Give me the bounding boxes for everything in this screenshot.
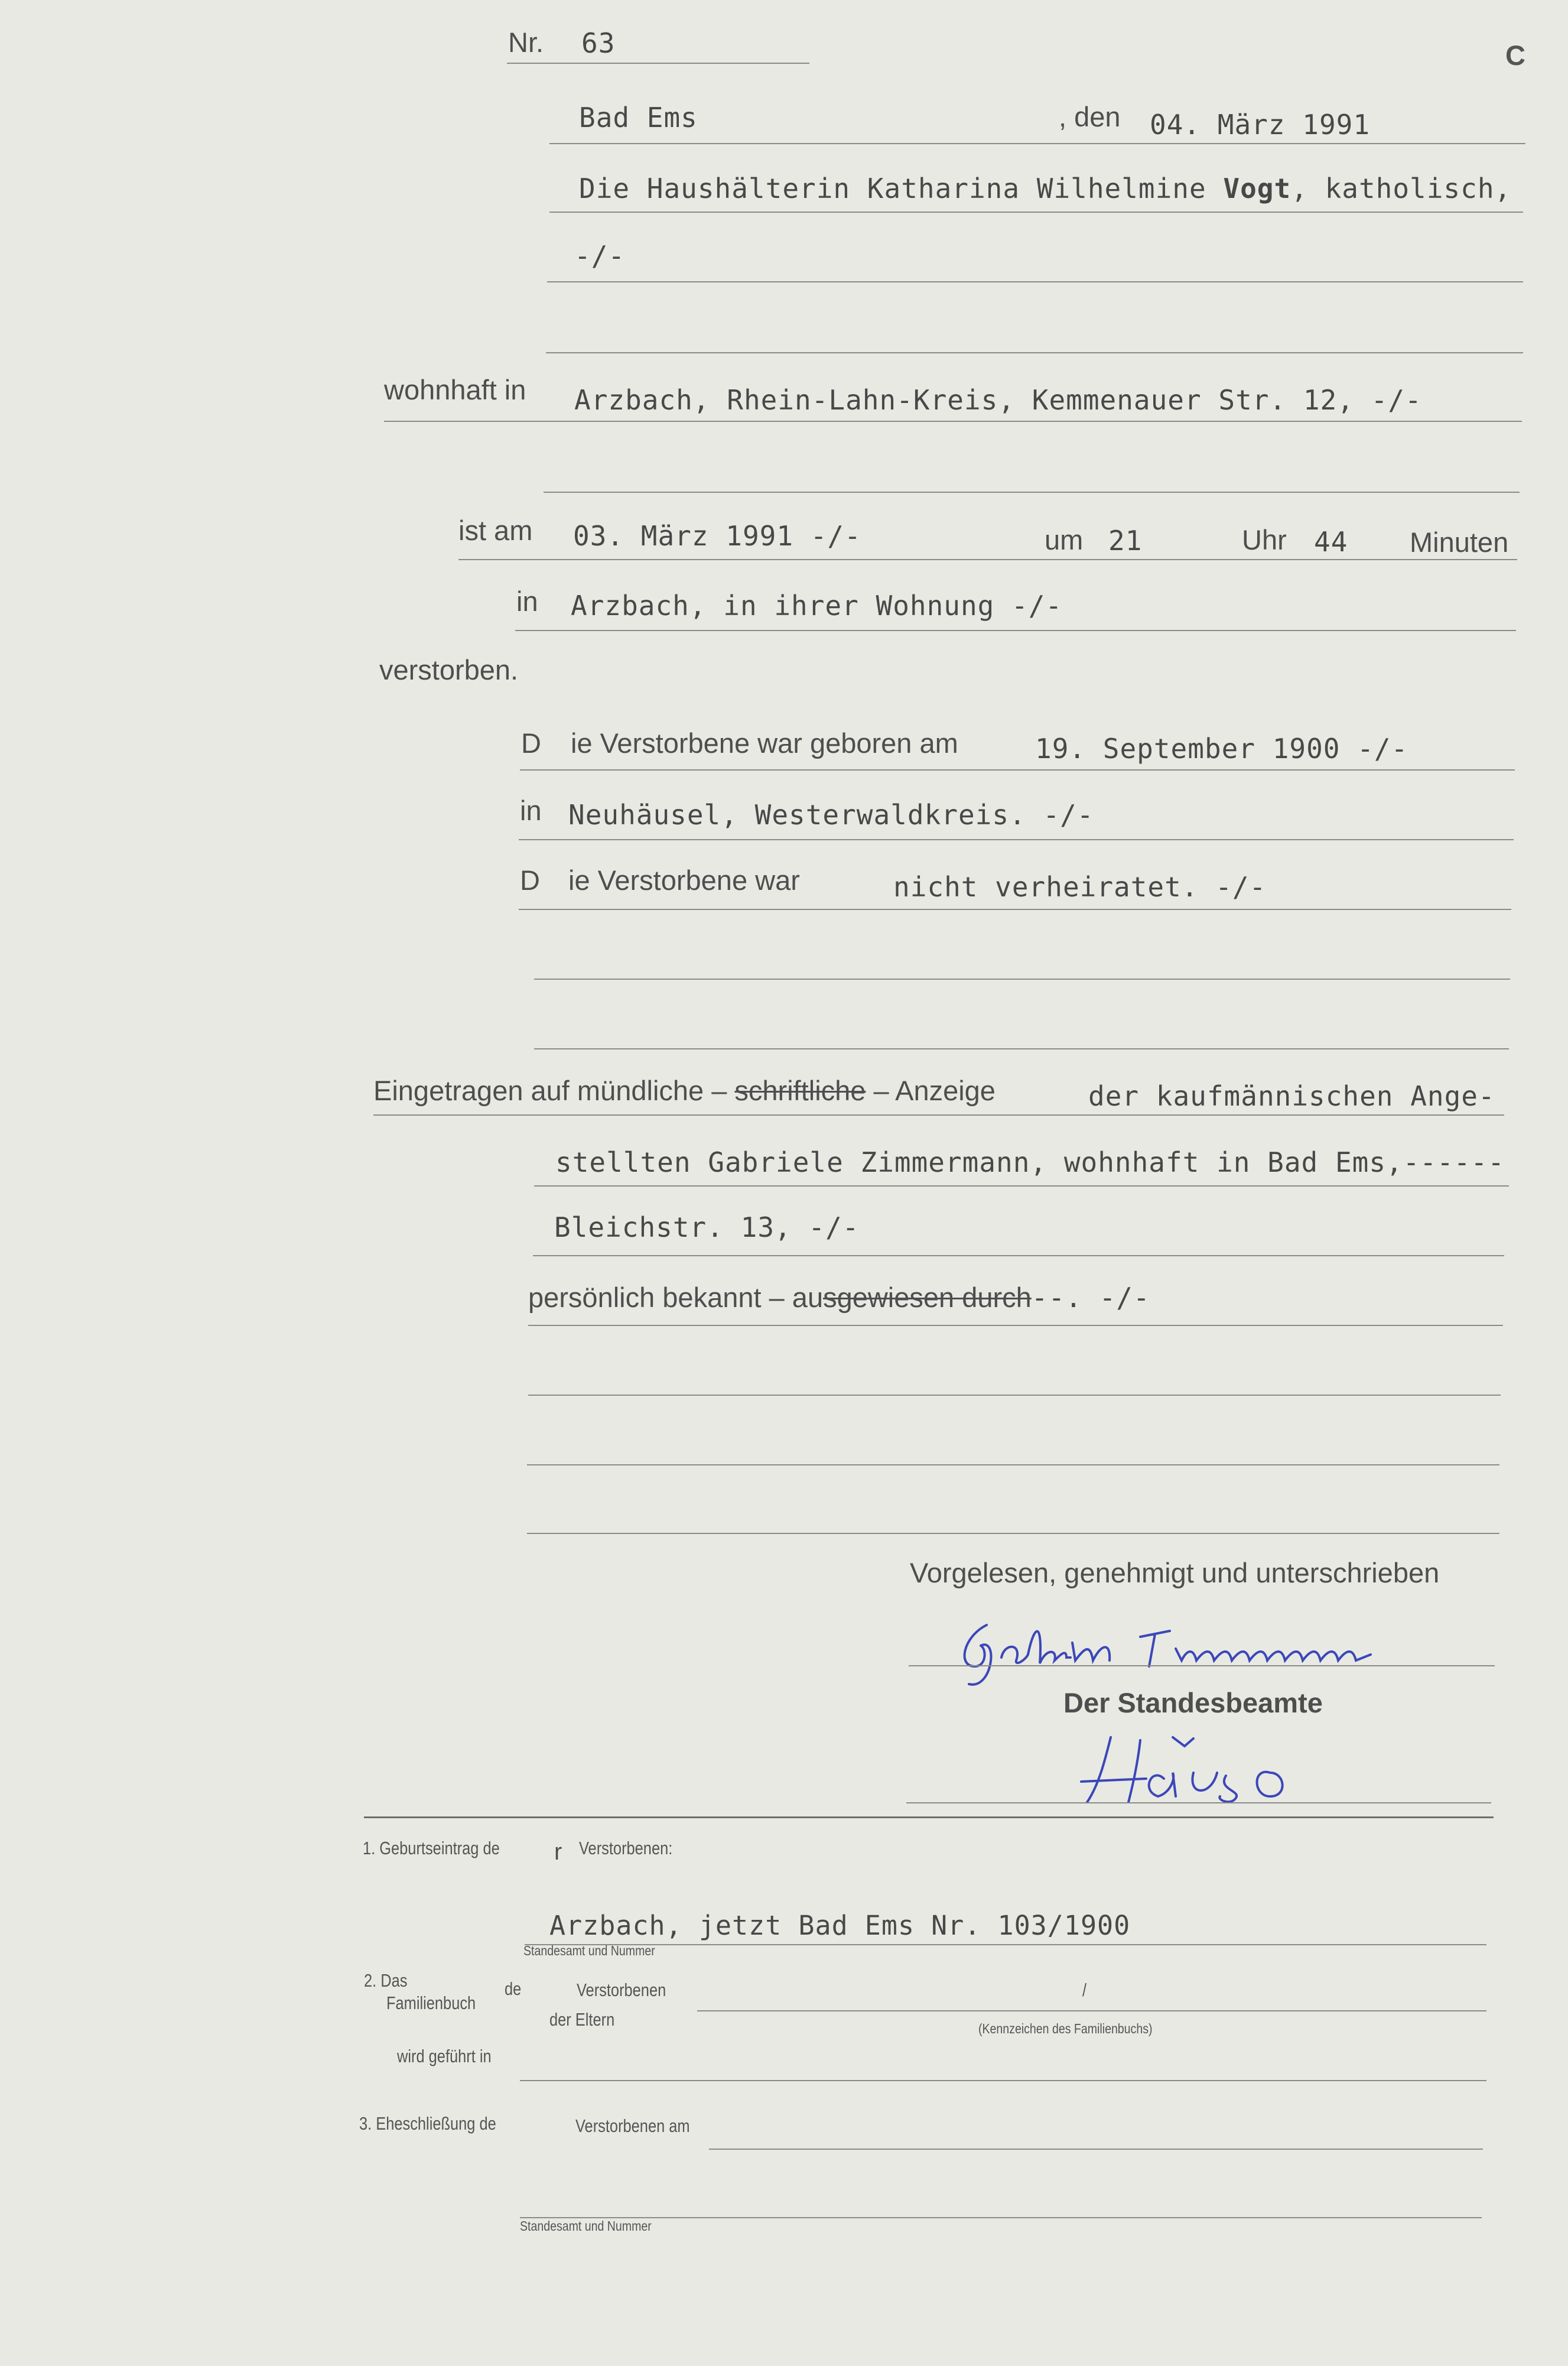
registrar-signature-stroke <box>1081 1737 1283 1802</box>
item3-suffix: Verstorbenen am <box>575 2115 690 2136</box>
item3-caption: Standesamt und Nummer <box>520 2218 652 2234</box>
item1-label: 1. Geburtseintrag de <box>363 1838 500 1858</box>
item1-value: Arzbach, jetzt Bad Ems Nr. 103/1900 <box>549 1910 1131 1941</box>
date-rule <box>549 143 1525 144</box>
item3-label: 3. Eheschließung de <box>359 2113 496 2134</box>
identity-struck-option: sgewiesen durch <box>823 1282 1032 1313</box>
item3-rule-2 <box>520 2217 1482 2218</box>
item1-rule <box>525 1944 1486 1945</box>
item2-label: Familienbuch <box>386 1993 476 2013</box>
person-surname: Vogt <box>1223 173 1292 204</box>
registrar-signature <box>1075 1725 1347 1808</box>
registration-rule <box>373 1114 1504 1116</box>
marital-d-letter: D <box>520 864 540 896</box>
registrar-label: Der Standesbeamte <box>1063 1687 1323 1718</box>
item2-option-deceased: Verstorbenen <box>577 1980 666 2000</box>
birth-d-letter: D <box>521 727 541 759</box>
death-place-rule <box>515 630 1516 631</box>
reporter-line-3: Bleichstr. 13, -/- <box>554 1211 860 1243</box>
item1-caption: Standesamt und Nummer <box>523 1943 655 1958</box>
residence-value: Arzbach, Rhein-Lahn-Kreis, Kemmenauer Str. 12, -/- <box>574 384 1422 416</box>
blank-rule-1 <box>534 979 1510 980</box>
blank-rule-5 <box>527 1533 1499 1534</box>
residence-rule <box>384 421 1522 422</box>
death-uhr-label: Uhr <box>1242 524 1287 555</box>
identity-text <box>528 1281 1150 1314</box>
signer-signature-stroke <box>965 1625 1371 1685</box>
birth-place-label: in <box>520 795 542 826</box>
marital-label: ie Verstorbene war <box>568 864 800 896</box>
registration-date: 04. März 1991 <box>1150 109 1371 141</box>
blank-rule-4 <box>527 1464 1499 1465</box>
nr-rule <box>507 63 809 64</box>
reporter-rule-3 <box>533 1255 1504 1256</box>
death-place-value: Arzbach, in ihrer Wohnung -/- <box>571 590 1063 622</box>
birth-place-rule <box>519 839 1514 840</box>
death-date-value: 03. März 1991 -/- <box>573 520 861 552</box>
item2-kept-label: wird geführt in <box>397 2046 492 2066</box>
person-rule-2 <box>547 281 1523 282</box>
item2-slash: / <box>1082 1980 1087 2000</box>
nr-value: 63 <box>581 27 616 59</box>
person-line-2: -/- <box>574 240 626 272</box>
item2-kept-rule <box>520 2080 1486 2081</box>
birth-date: 19. September 1900 -/- <box>1035 733 1408 765</box>
birth-date-rule <box>520 769 1515 771</box>
death-um-label: um <box>1045 524 1084 555</box>
item2-option-parents: der Eltern <box>549 2009 615 2030</box>
person-intro-text: Die Haushälterin Katharina Wilhelmine <box>579 173 1206 204</box>
residence-label: wohnhaft in <box>384 374 526 405</box>
person-rule-3 <box>546 352 1523 353</box>
death-date-rule <box>458 559 1517 560</box>
item1-r: r <box>554 1839 562 1865</box>
person-rule-1 <box>549 212 1523 213</box>
person-intro-post: , katholisch, <box>1291 173 1512 204</box>
blank-rule-2 <box>534 1048 1509 1049</box>
death-place-label: in <box>516 586 538 617</box>
corner-letter: C <box>1505 40 1525 71</box>
birth-label: ie Verstorbene war geboren am <box>571 727 958 759</box>
identity-rule <box>528 1325 1503 1326</box>
registration-struck-option: schriftliche <box>734 1075 866 1106</box>
death-minuten-label: Minuten <box>1410 526 1509 558</box>
registration-suffix: – Anzeige <box>873 1075 996 1106</box>
item2-de: de <box>505 1978 522 1999</box>
marital-rule <box>519 909 1511 910</box>
identity-prefix: persönlich bekannt – au <box>528 1282 824 1313</box>
nr-label: Nr. <box>508 27 544 58</box>
blank-rule-3 <box>528 1395 1501 1396</box>
marital-status: nicht verheiratet. -/- <box>893 871 1267 903</box>
birth-place: Neuhäusel, Westerwaldkreis. -/- <box>568 799 1094 831</box>
date-prefix: , den <box>1059 101 1121 132</box>
death-verb: verstorben. <box>379 654 519 685</box>
registrar-rule <box>906 1802 1491 1803</box>
identity-suffix: --. -/- <box>1031 1282 1150 1314</box>
death-minute: 44 <box>1314 526 1348 558</box>
place-value: Bad Ems <box>579 102 698 134</box>
reporter-line-1: der kaufmännischen Ange- <box>1088 1080 1495 1112</box>
item2-num: 2. Das <box>364 1970 408 1991</box>
read-approved-signed: Vorgelesen, genehmigt und unterschrieben <box>910 1557 1440 1588</box>
signer-rule <box>909 1665 1495 1666</box>
item1-suffix: Verstorbenen: <box>579 1838 673 1858</box>
reporter-line-2: stellten Gabriele Zimmermann, wohnhaft in Bad Ems,------ <box>555 1146 1505 1178</box>
residence-rule-2 <box>544 492 1520 493</box>
footer-separator <box>364 1816 1494 1818</box>
item3-rule <box>709 2149 1483 2150</box>
registration-prefix: Eingetragen auf mündliche – <box>373 1075 727 1106</box>
death-hour: 21 <box>1108 525 1143 557</box>
registration-text <box>373 1074 996 1107</box>
reporter-rule-2 <box>534 1185 1509 1187</box>
item2-rule <box>697 2010 1486 2011</box>
item2-caption: (Kennzeichen des Familienbuchs) <box>978 2021 1153 2036</box>
signer-signature <box>945 1601 1394 1690</box>
death-date-label: ist am <box>458 515 533 546</box>
person-intro <box>579 173 1511 204</box>
